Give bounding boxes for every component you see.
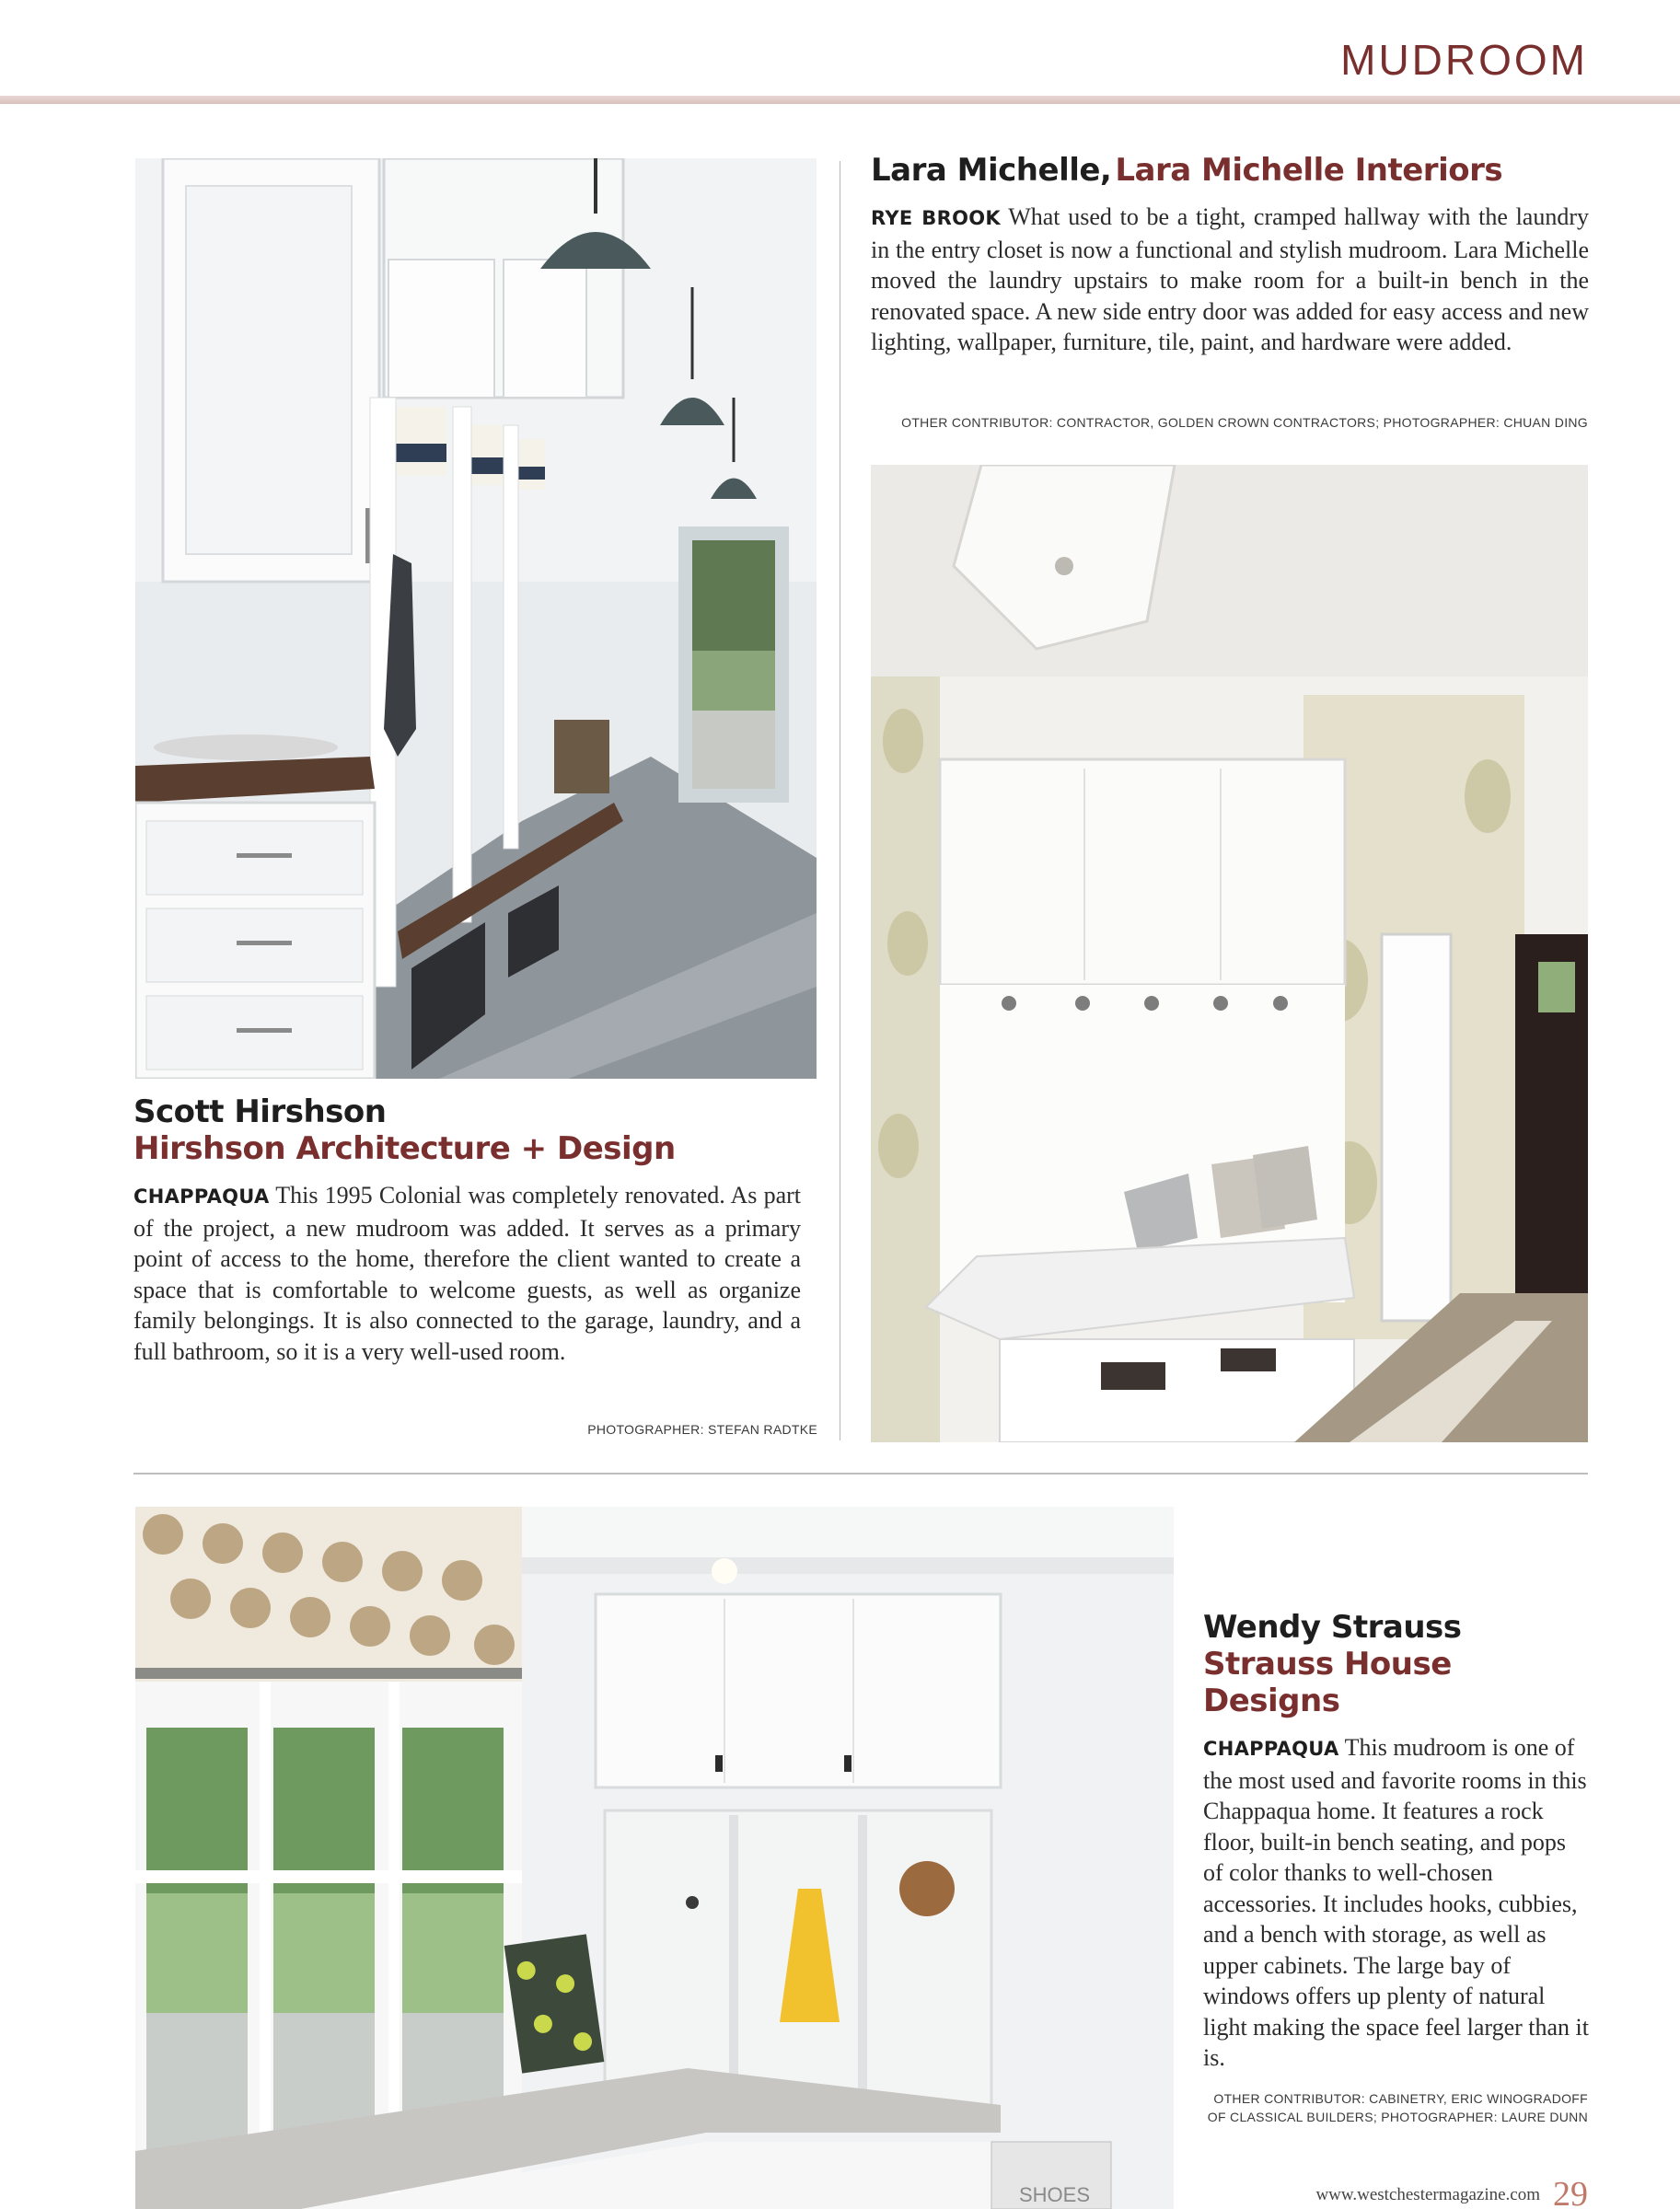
firm-name: Strauss House Designs bbox=[1203, 1646, 1452, 1719]
photo-credit-line: OF CLASSICAL BUILDERS; PHOTOGRAPHER: LAURE DUNN bbox=[1207, 2110, 1588, 2124]
location-label: CHAPPAQUA bbox=[1203, 1738, 1339, 1760]
page-number: 29 bbox=[1553, 2175, 1588, 2209]
entry-body bbox=[133, 1180, 801, 1367]
designer-name: Wendy Strauss bbox=[1203, 1609, 1462, 1646]
entry-wendy-strauss bbox=[1203, 1609, 1590, 2074]
firm-name: Lara Michelle Interiors bbox=[1115, 152, 1503, 189]
entry-text: This mudroom is one of the most used and favorite rooms in this Chappaqua home. It features a rock floor, built-in bench seating, and pops of color thanks to well-chosen accessories. It includes hooks, cubbies, and a bench with storage, as well as upper cabinets. The large bay of windows offers up plenty of natural light making the space feel larger than it is. bbox=[1203, 1734, 1589, 2071]
entry-body bbox=[1203, 1732, 1590, 2074]
entry-heading bbox=[871, 152, 1589, 189]
photo-credit-scott: PHOTOGRAPHER: STEFAN RADTKE bbox=[587, 1422, 817, 1437]
entry-scott-hirshson bbox=[133, 1093, 801, 1367]
photo-credit-lara: OTHER CONTRIBUTOR: CONTRACTOR, GOLDEN CROWN CONTRACTORS; PHOTOGRAPHER: CHUAN DING bbox=[901, 415, 1588, 430]
shoes-bin-label: SHOES bbox=[1019, 2183, 1091, 2206]
photo-credit-wendy bbox=[1208, 2089, 1588, 2126]
header-rule bbox=[0, 96, 1680, 104]
website-url[interactable]: www.westchestermagazine.com bbox=[1315, 2185, 1540, 2204]
photo-hirshson-mudroom bbox=[135, 158, 817, 1079]
firm-name: Hirshson Architecture + Design bbox=[133, 1130, 676, 1167]
photo-lara-michelle-mudroom bbox=[871, 465, 1588, 1442]
location-label: RYE BROOK bbox=[871, 207, 1001, 229]
entry-text: This 1995 Colonial was completely renovated. As part of the project, a new mudroom was added. It serves as a primary point of access to the home, therefore the client wanted to create a space that is comfortable to welcome guests, as well as organize family belongings. It is also connected to the garage, laundry, and a full bathroom, so it is a very well-used room. bbox=[133, 1182, 802, 1365]
entry-text: What used to be a tight, cramped hallway with the laundry in the entry closet is now a functional and stylish mudroom. Lara Michelle moved the laundry upstairs to make room for a built-in bench in the renovated space. A new side entry door was added for easy access and new lighting, wallpaper, furniture, tile, paint, and hardware were added. bbox=[871, 203, 1589, 355]
photo-credit-line: OTHER CONTRIBUTOR: CABINETRY, ERIC WINOGRADOFF bbox=[1213, 2091, 1588, 2106]
entry-body bbox=[871, 202, 1589, 358]
location-label: CHAPPAQUA bbox=[133, 1185, 270, 1208]
page-footer bbox=[1315, 2174, 1588, 2209]
designer-name: Scott Hirshson bbox=[133, 1093, 387, 1130]
section-divider bbox=[133, 1473, 1588, 1475]
section-title: MUDROOM bbox=[1340, 36, 1588, 84]
entry-lara-michelle bbox=[871, 152, 1589, 358]
designer-name: Lara Michelle, bbox=[871, 152, 1112, 189]
photo-strauss-mudroom bbox=[135, 1507, 1174, 2209]
